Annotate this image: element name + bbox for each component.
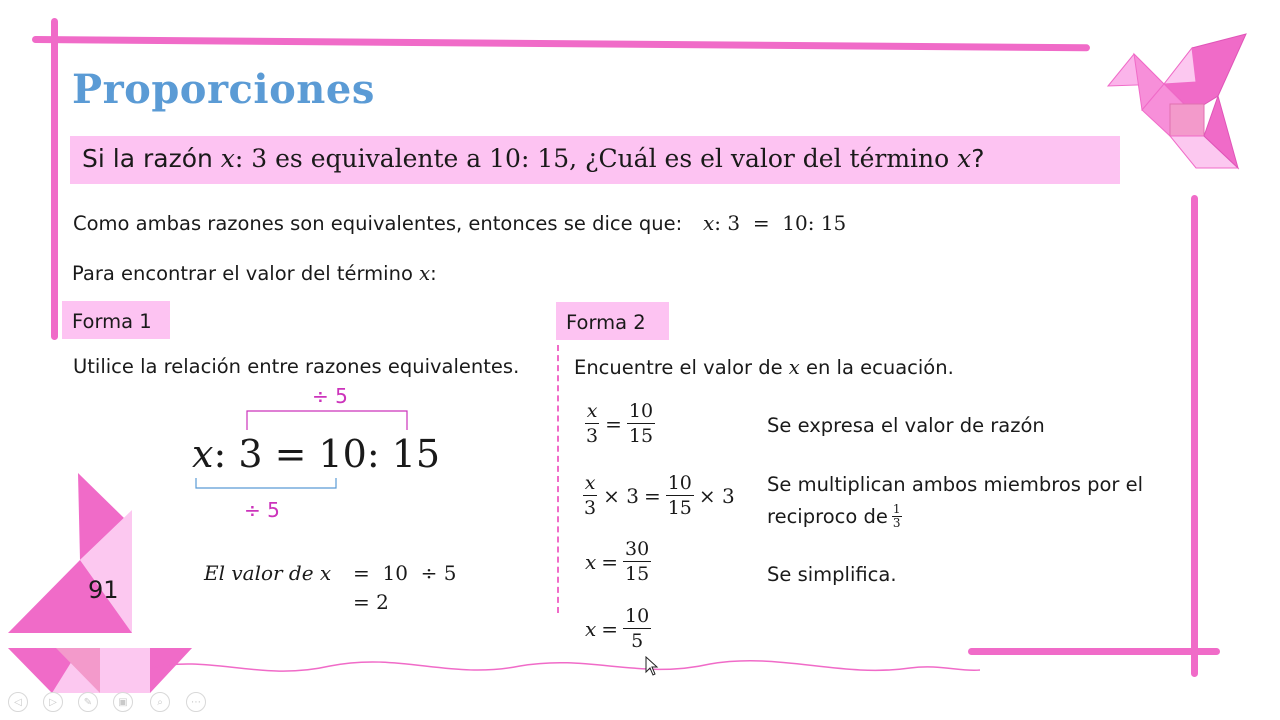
forma1-bottom-bracket [190,476,345,494]
wave-divider [150,650,980,690]
step3-rhs-fraction [623,538,651,585]
reciprocal-num: 1 [892,502,901,516]
step2-reciprocal-fraction [892,503,902,530]
forma2-description-variable: x [788,356,800,379]
question-variable-end: x [957,144,972,173]
statement-equation [703,211,846,235]
step3-equals: = [601,549,619,574]
forma1-big-variable: x [192,432,214,476]
step2-lhs-multiplier: × 3 [603,483,639,508]
frame-left-bar [51,18,58,340]
forma2-description [574,356,954,379]
step1-note: Se expresa el valor de razón [767,414,1045,437]
page-number: 91 [88,576,119,604]
step2-note-line2-text: reciproco de [767,505,888,528]
forma1-result-line1: = 10 ÷ 5 [353,561,457,585]
forma2-step-4 [585,605,651,652]
pen-icon[interactable]: ✎ [78,692,98,712]
step1-equals: = [605,411,622,436]
instruction-variable: x [419,262,431,285]
forma1-top-divisor: ÷ 5 [312,384,348,408]
question-variable: x [220,144,235,173]
forma2-step-1 [584,400,655,447]
more-icon[interactable]: ⋯ [186,692,206,712]
forma2-label: Forma 2 [556,302,669,340]
forma1-big-equation [192,432,440,476]
forma2-step-2 [582,472,735,519]
forma2-step-3 [585,538,651,585]
prev-icon[interactable]: ◁ [8,692,28,712]
step2-note-line2 [767,503,902,530]
step3-rhs-den: 15 [625,563,650,585]
step3-note: Se simplifica. [767,563,897,586]
reciprocal-den: 3 [892,516,901,530]
statement-text: Como ambas razones son equivalentes, entonces se dice que: [73,212,683,235]
step1-lhs-num: x [586,400,598,422]
step2-equals: = [643,483,661,508]
step4-equals: = [601,616,619,641]
step3-lhs: x [585,549,597,574]
step2-rhs-fraction [666,472,694,519]
step2-lhs-num: x [584,472,596,494]
columns-divider [557,345,559,613]
step2-rhs-num: 10 [667,472,692,494]
forma2-description-end: en la ecuación. [799,356,954,379]
step2-note-line1: Se multiplican ambos miembros por el [767,473,1144,496]
step1-lhs-fraction [584,400,600,447]
step1-rhs-den: 15 [628,425,654,447]
forma1-big-rest: : 3 = 10: 15 [213,432,441,476]
forma1-top-bracket [240,405,415,431]
question-ratio-text: : 3 es equivalente a 10: 15, ¿Cuál es el valor del término [234,144,958,173]
question-end: ? [971,144,985,173]
forma1-result-label: El valor de x [204,561,332,585]
question-text-start: Si la razón [82,144,221,173]
step1-lhs-den: 3 [586,425,599,447]
step2-lhs-den: 3 [584,497,597,519]
step1-rhs-num: 10 [628,400,654,422]
mouse-cursor-icon [645,656,659,676]
frame-right-bar [1191,195,1198,677]
frame-top-bar [32,36,1090,51]
forma1-label: Forma 1 [62,301,170,339]
instruction-body: Para encontrar el valor del término [72,262,420,285]
step2-rhs-multiplier: × 3 [698,483,735,508]
forma1-description: Utilice la relación entre razones equivalentes. [73,355,520,378]
instruction-end: : [430,262,437,285]
step4-rhs-fraction [623,605,651,652]
forma2-description-start: Encuentre el valor de [574,356,789,379]
next-icon[interactable]: ▷ [43,692,63,712]
statement-equation-rest: : 3 = 10: 15 [714,211,847,235]
frame-bottom-bar [968,648,1220,655]
forma1-result-line2: = 2 [353,590,389,614]
slide-title: Proporciones [72,66,375,113]
forma1-bottom-divisor: ÷ 5 [244,498,280,522]
slides-icon[interactable]: ▣ [113,692,133,712]
question-box [70,136,1120,184]
instruction-text [72,262,437,285]
step1-rhs-fraction [627,400,655,447]
statement-variable: x [703,211,715,235]
zoom-icon[interactable]: ⌕ [150,692,170,712]
step2-lhs-fraction [582,472,598,519]
step4-rhs-den: 5 [631,630,644,652]
step2-rhs-den: 15 [667,497,692,519]
equivalence-statement [73,212,682,235]
step3-rhs-num: 30 [625,538,650,560]
step4-rhs-num: 10 [625,605,650,627]
origami-bird-icon [1100,28,1250,173]
step4-lhs: x [585,616,597,641]
